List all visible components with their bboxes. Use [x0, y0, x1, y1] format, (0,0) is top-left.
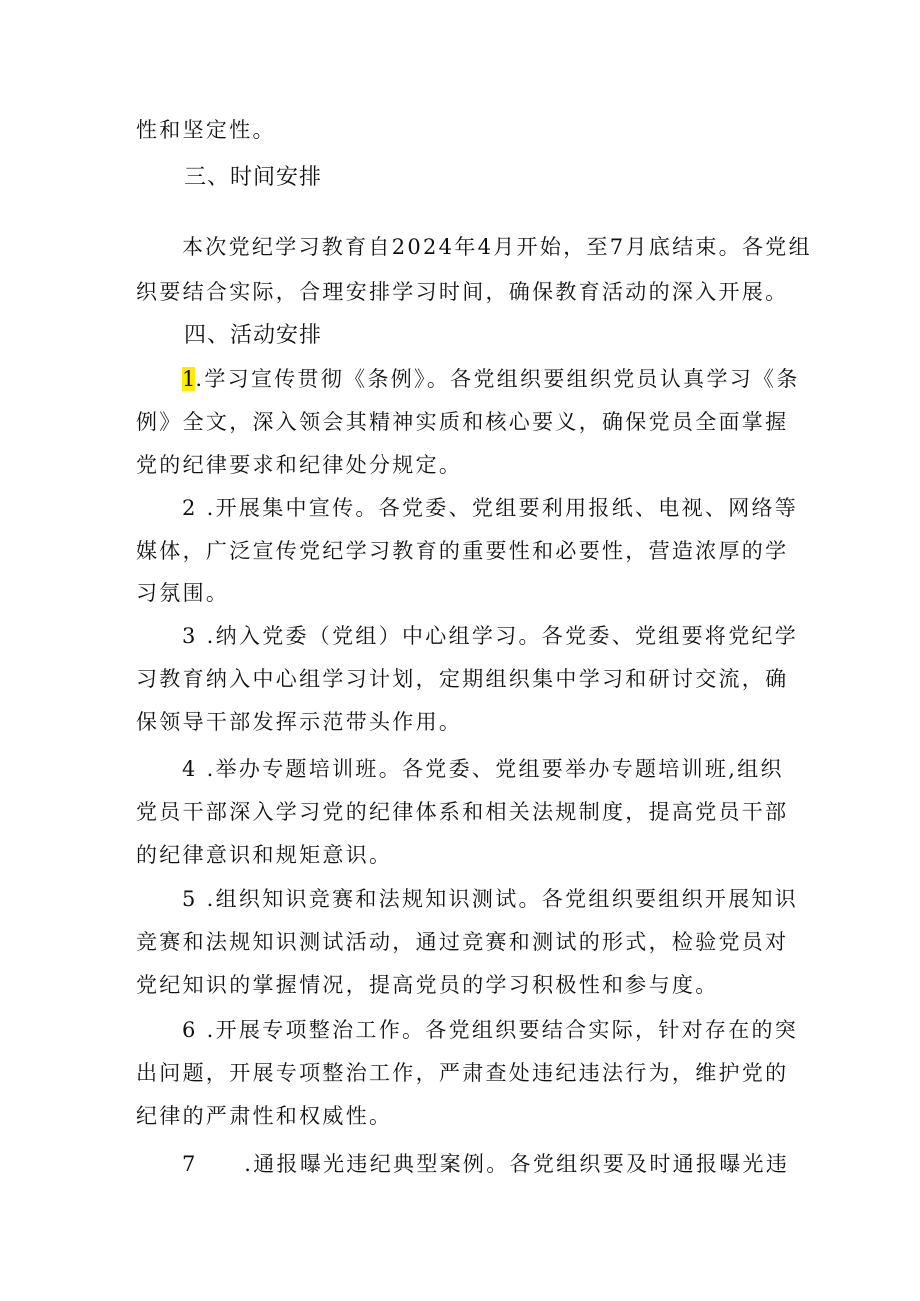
paragraph-line: 织要结合实际，合理安排学习时间，确保教育活动的深入开展。: [136, 280, 789, 304]
paragraph-line: 出问题，开展专项整治工作，严肃查处违纪违法行为，维护党的: [136, 1061, 789, 1085]
paragraph-line: 本次党纪学习教育自2024年4月开始，至7月底结束。各党组: [182, 235, 812, 259]
paragraph-line: 党纪知识的掌握情况，提高党员的学习积极性和参与度。: [136, 973, 719, 997]
paragraph-line: 媒体，广泛宣传党纪学习教育的重要性和必要性，营造浓厚的学: [136, 539, 789, 563]
paragraph-line: 党员干部深入学习党的纪律体系和相关法规制度，提高党员干部: [136, 800, 789, 824]
paragraph-line: 性和坚定性。: [136, 118, 276, 142]
paragraph-line: 的纪律意识和规矩意识。: [136, 843, 393, 867]
paragraph-line: 例》全文，深入领会其精神实质和核心要义，确保党员全面掌握: [136, 410, 789, 434]
paragraph-line: 习氛围。: [136, 581, 230, 605]
list-item-line: [182, 364, 800, 394]
paragraph-line: 党的纪律要求和纪律处分规定。: [136, 453, 463, 477]
list-item-line: 7 .通报曝光违纪典型案例。各党组织要及时通报曝光违: [182, 1152, 790, 1176]
paragraph-line: 竞赛和法规知识测试活动，通过竞赛和测试的形式，检验党员对: [136, 930, 789, 954]
list-item-line: 4 .举办专题培训班。各党委、党组要举办专题培训班,组织: [182, 757, 784, 781]
section-heading-time-arrangement: 三、时间安排: [184, 165, 323, 190]
paragraph-line: 纪律的严肃性和权威性。: [136, 1104, 393, 1128]
list-item-line: 5 .组织知识竞赛和法规知识测试。各党组织要组织开展知识: [182, 887, 799, 911]
highlighted-item-number: 1: [182, 367, 196, 391]
list-item-line: 2 .开展集中宣传。各党委、党组要利用报纸、电视、网络等: [182, 496, 799, 520]
paragraph-line: 保领导干部发挥示范带头作用。: [136, 710, 463, 734]
list-item-line: 6 .开展专项整治工作。各党组织要结合实际，针对存在的突: [182, 1018, 799, 1042]
paragraph-line: 习教育纳入中心组学习计划，定期组织集中学习和研讨交流，确: [136, 667, 789, 691]
list-item-text: .学习宣传贯彻《条例》。各党组织要组织党员认真学习《条: [195, 367, 800, 391]
list-item-line: 3 .纳入党委（党组）中心组学习。各党委、党组要将党纪学: [182, 624, 799, 648]
section-heading-activity-arrangement: 四、活动安排: [184, 323, 323, 348]
